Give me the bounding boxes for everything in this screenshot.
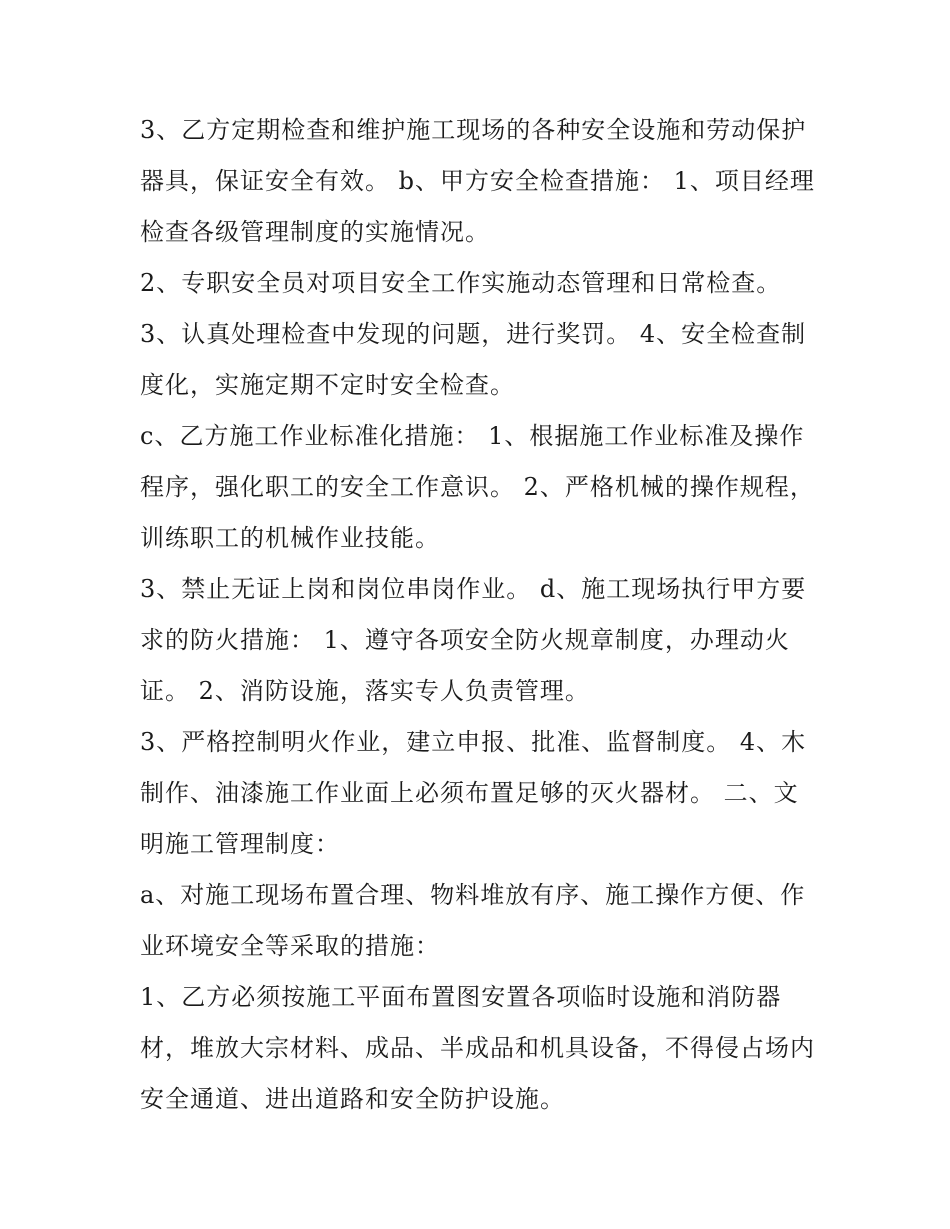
text-line: 3、严格控制明火作业，建立申报、批准、监督制度。 4、木 <box>140 728 807 756</box>
text-line: a、对施工现场布置合理、物料堆放有序、施工操作方便、作 <box>140 881 806 909</box>
paragraph <box>140 258 820 309</box>
paragraph <box>140 870 820 972</box>
text-line: 3、禁止无证上岗和岗位串岗作业。 d、施工现场执行甲方要 <box>140 575 807 603</box>
text-line: 训练职工的机械作业技能。 <box>140 524 440 552</box>
text-line: 安全通道、进出道路和安全防护设施。 <box>140 1085 565 1113</box>
text-line: 业环境安全等采取的措施： <box>140 932 440 960</box>
text-line: 3、认真处理检查中发现的问题，进行奖罚。 4、安全检查制 <box>140 320 807 348</box>
text-line: 1、乙方必须按施工平面布置图安置各项临时设施和消防器 <box>140 983 782 1011</box>
paragraph <box>140 411 820 564</box>
paragraph <box>140 564 820 717</box>
text-line: 程序，强化职工的安全工作意识。 2、严格机械的操作规程， <box>140 473 815 501</box>
text-line: 求的防火措施： 1、遵守各项安全防火规章制度，办理动火 <box>140 626 790 654</box>
paragraph <box>140 309 820 411</box>
text-line: 制作、油漆施工作业面上必须布置足够的灭火器材。 二、文 <box>140 779 799 807</box>
text-line: 度化，实施定期不定时安全检查。 <box>140 371 515 399</box>
text-line: 2、专职安全员对项目安全工作实施动态管理和日常检查。 <box>140 269 782 297</box>
text-line: 证。 2、消防设施，落实专人负责管理。 <box>140 677 590 705</box>
text-line: 器具，保证安全有效。 b、甲方安全检查措施： 1、项目经理 <box>140 167 815 195</box>
text-line: 材，堆放大宗材料、成品、半成品和机具设备，不得侵占场内 <box>140 1034 815 1062</box>
paragraph <box>140 972 820 1125</box>
text-line: 3、乙方定期检查和维护施工现场的各种安全设施和劳动保护 <box>140 116 807 144</box>
paragraph <box>140 105 820 258</box>
text-line: 检查各级管理制度的实施情况。 <box>140 218 490 246</box>
paragraph <box>140 717 820 870</box>
text-line: c、乙方施工作业标准化措施： 1、根据施工作业标准及操作 <box>140 422 805 450</box>
text-line: 明施工管理制度： <box>140 830 340 858</box>
document-body <box>140 105 820 1125</box>
